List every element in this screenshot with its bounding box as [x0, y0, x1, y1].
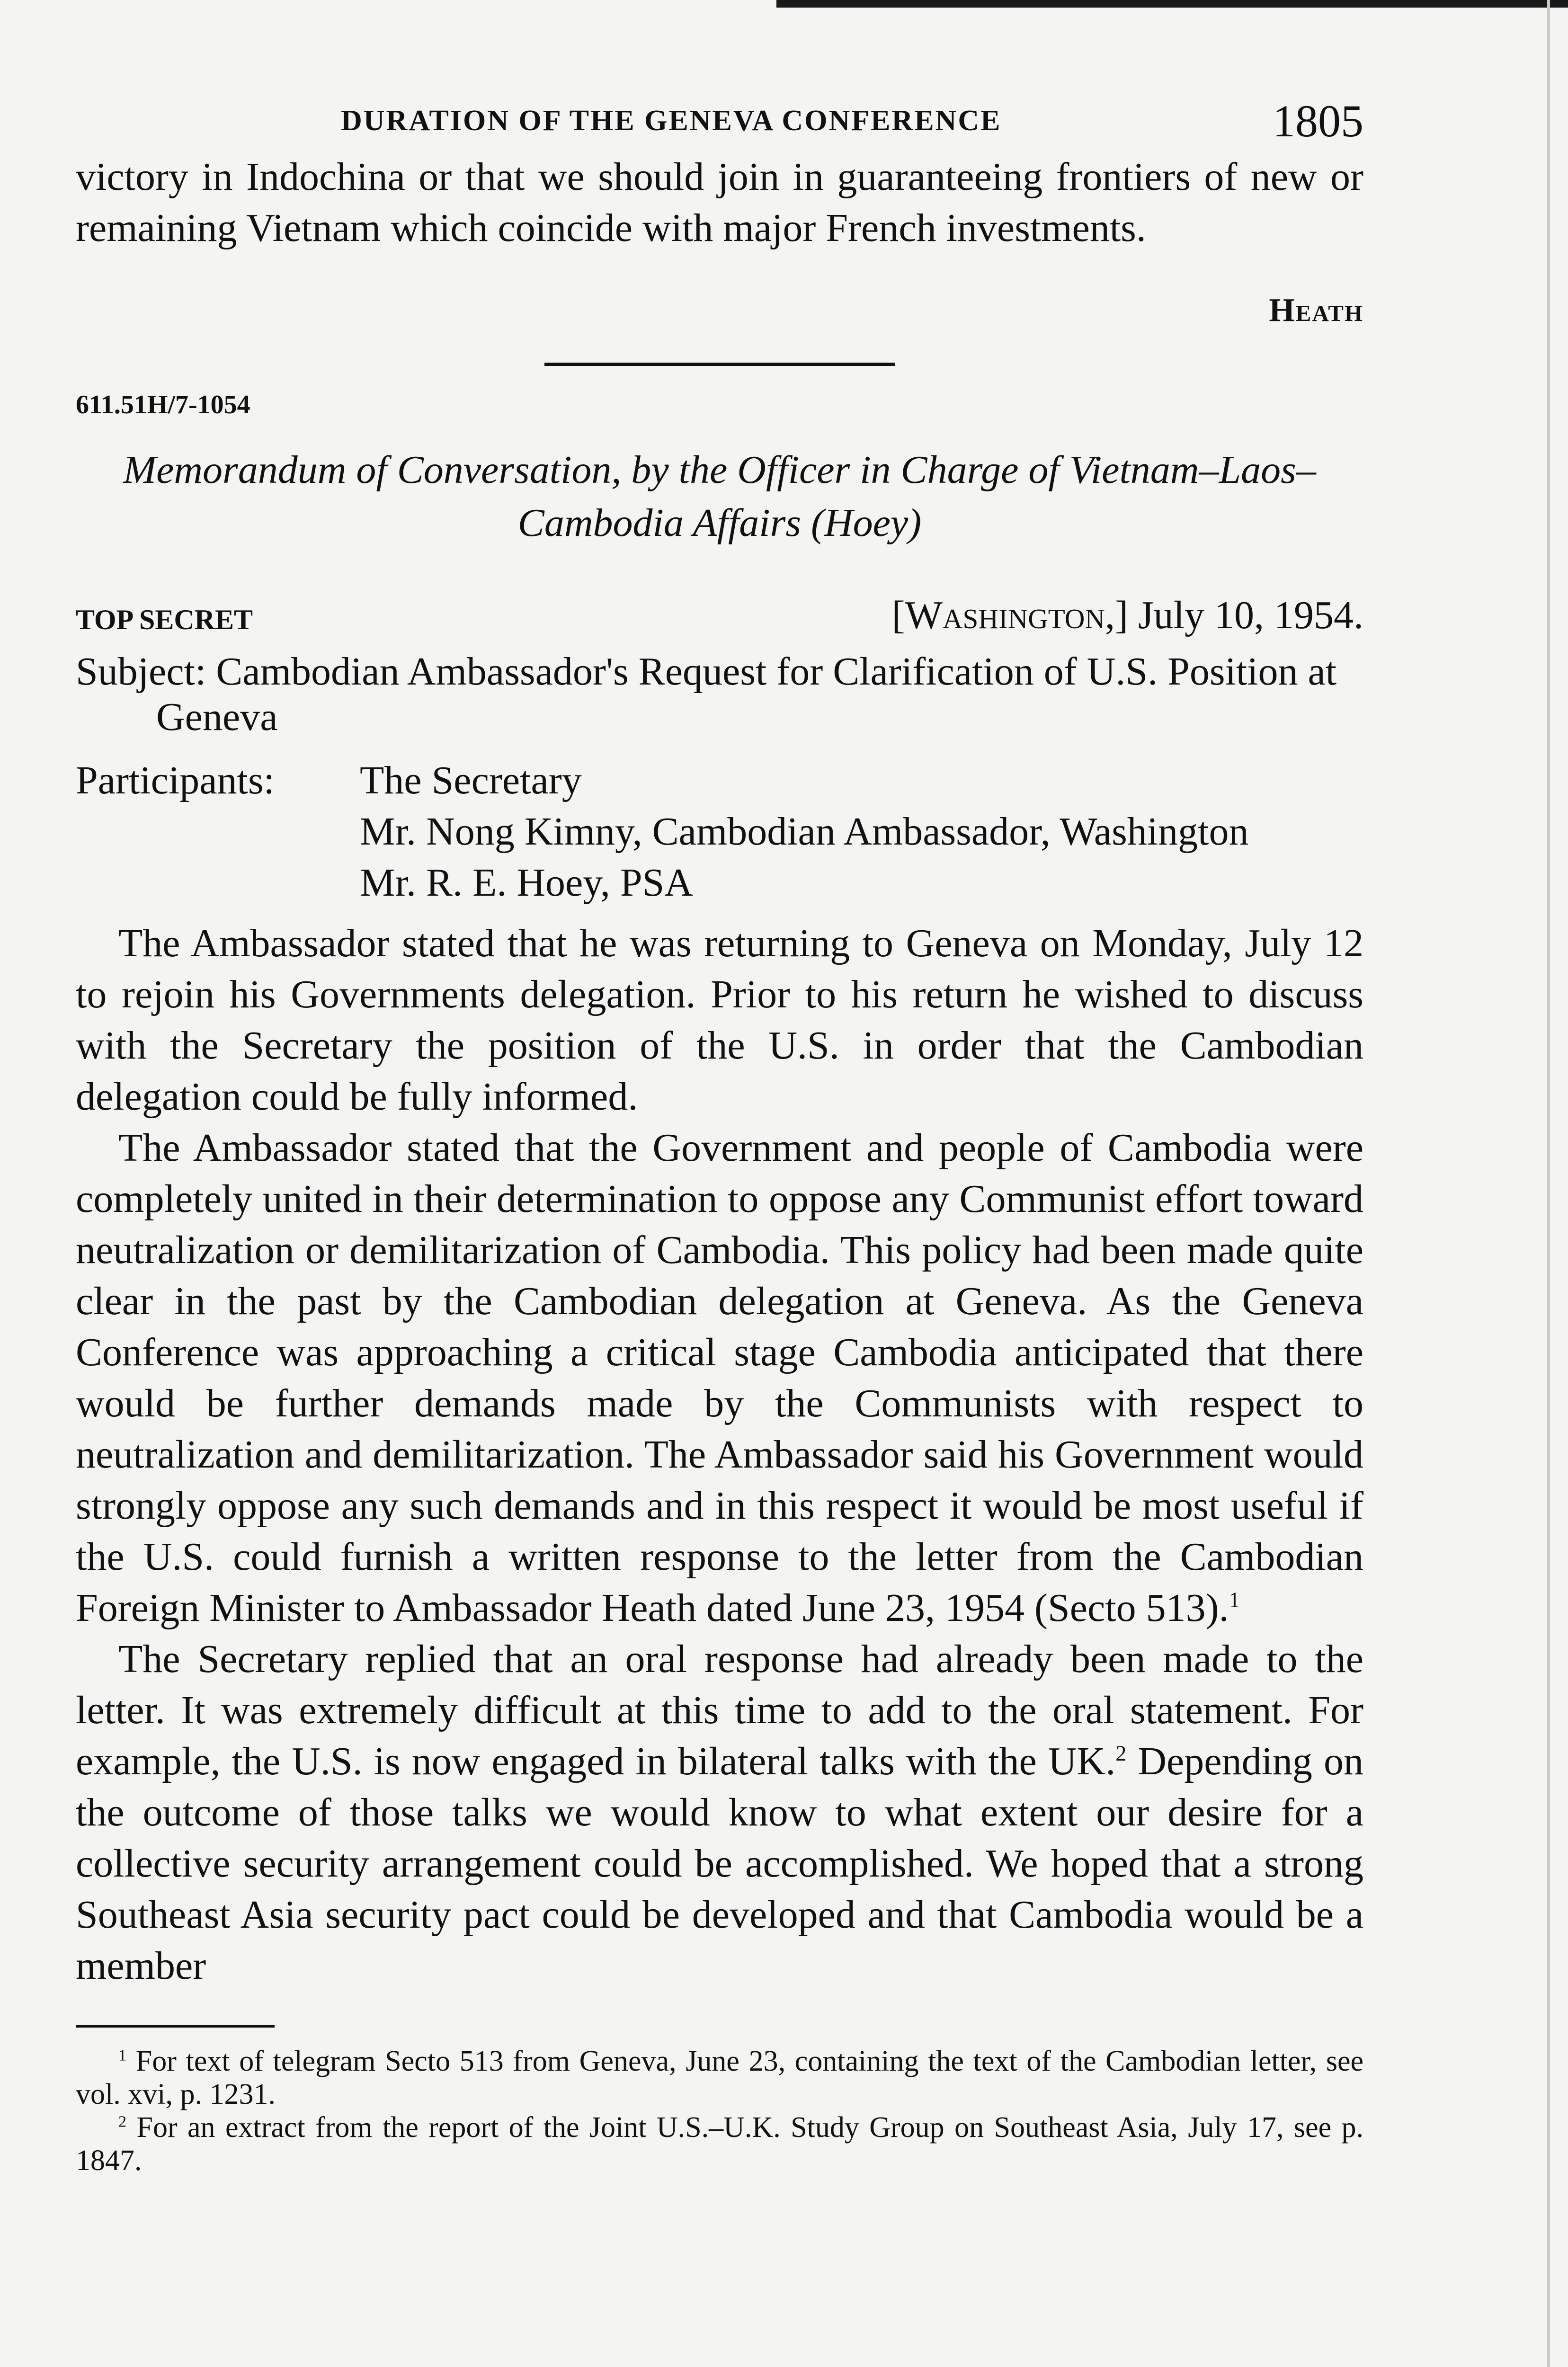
- participants-list: [360, 755, 1363, 908]
- footnote-mark: 2: [118, 2113, 127, 2131]
- classification-date-row: [76, 592, 1363, 649]
- paragraph-text: The Ambassador stated that the Government and people of Cambodia were completely united in their determination to oppose any Communist effort toward neutralization or demilitarization of Cambodia. This policy had been made quite clear in the past by the Cambodian delegation at Geneva. As the Geneva Conference was approaching a critical stage Cambodia anticipated that there would be further demands made by the Communists with respect to neutralization and demilitarization. The Ambassador said his Government would strongly oppose any such demands and in this respect it would be most useful if the U.S. could furnish a written response to the letter from the Cambodian Foreign Minister to Ambassador Heath dated June 23, 1954 (Secto 513).: [76, 1126, 1363, 1630]
- participants-block: [76, 755, 1363, 908]
- document-title: Memorandum of Conversation, by the Officer in Charge of Vietnam–Laos–Cambodia Affairs (Hoey): [123, 448, 1316, 545]
- dateline: [892, 592, 1363, 638]
- running-head: [76, 95, 1363, 151]
- participant-secretary: The Secretary: [360, 758, 582, 802]
- footnote-divider: [76, 2025, 275, 2028]
- body-paragraph: [76, 1634, 1363, 1992]
- classification-label: TOP SECRET: [76, 604, 253, 635]
- footnote-mark: 1: [118, 2047, 127, 2064]
- footnote-ref: 1: [1229, 1588, 1240, 1612]
- continued-paragraph: victory in Indochina or that we should join in guaranteeing frontiers of new or remaining Vietnam which coincide with major French investments.: [76, 155, 1363, 250]
- dateline-place: [Washington,]: [891, 593, 1128, 637]
- footnote: [76, 2111, 1363, 2177]
- page-content: [76, 95, 1363, 2177]
- body-paragraph: [76, 1122, 1363, 1634]
- signature: Heath: [1269, 292, 1363, 329]
- section-divider: [544, 363, 895, 366]
- body-paragraph: The Ambassador stated that he was returning to Geneva on Monday, July 12 to rejoin his Governments delegation. Prior to his return he wished to discuss with the Secretary the position of the U.S. in order that the Cambodian delegation could be fully informed.: [76, 921, 1363, 1119]
- paragraph-text: The Secretary replied that an oral response had already been made to the letter. It was extremely difficult at this time to add to the oral statement. For example, the U.S. is now engaged in bilateral talks with the UK.: [76, 1637, 1363, 1783]
- participant-ambassador: Mr. Nong Kimny, Cambodian Ambassador, Washington: [360, 810, 1249, 854]
- footnote-ref: 2: [1115, 1741, 1127, 1765]
- page-number: 1805: [1273, 96, 1363, 146]
- footnote: [76, 2045, 1363, 2111]
- subject-label: Subject:: [76, 650, 206, 694]
- participant-hoey: Mr. R. E. Hoey, PSA: [360, 861, 693, 905]
- participants-label: Participants:: [76, 758, 275, 802]
- footnote-text: For an extract from the report of the Joint U.S.–U.K. Study Group on Southeast Asia, July 17, see p. 1847.: [76, 2111, 1364, 2177]
- page-edge-shadow: [1547, 0, 1550, 2367]
- paragraph-text: Depending on the outcome of those talks we would know to what extent our desire for a collective security arrangement could be accomplished. We hoped that a strong Southeast Asia security pact could be developed and that Cambodia would be a member: [76, 1739, 1363, 1988]
- file-number: 611.51H/7-1054: [76, 390, 250, 419]
- dateline-date: July 10, 1954.: [1138, 593, 1363, 637]
- footnote-text: For text of telegram Secto 513 from Geneva, June 23, containing the text of the Cambodian letter, see vol. xvi, p. 1231.: [76, 2045, 1363, 2110]
- subject-text: Cambodian Ambassador's Request for Clarification of U.S. Position at Geneva: [156, 650, 1337, 739]
- running-head-title: DURATION OF THE GENEVA CONFERENCE: [341, 105, 1002, 137]
- scan-edge-rule: [776, 0, 1568, 8]
- subject-line: [76, 649, 1363, 740]
